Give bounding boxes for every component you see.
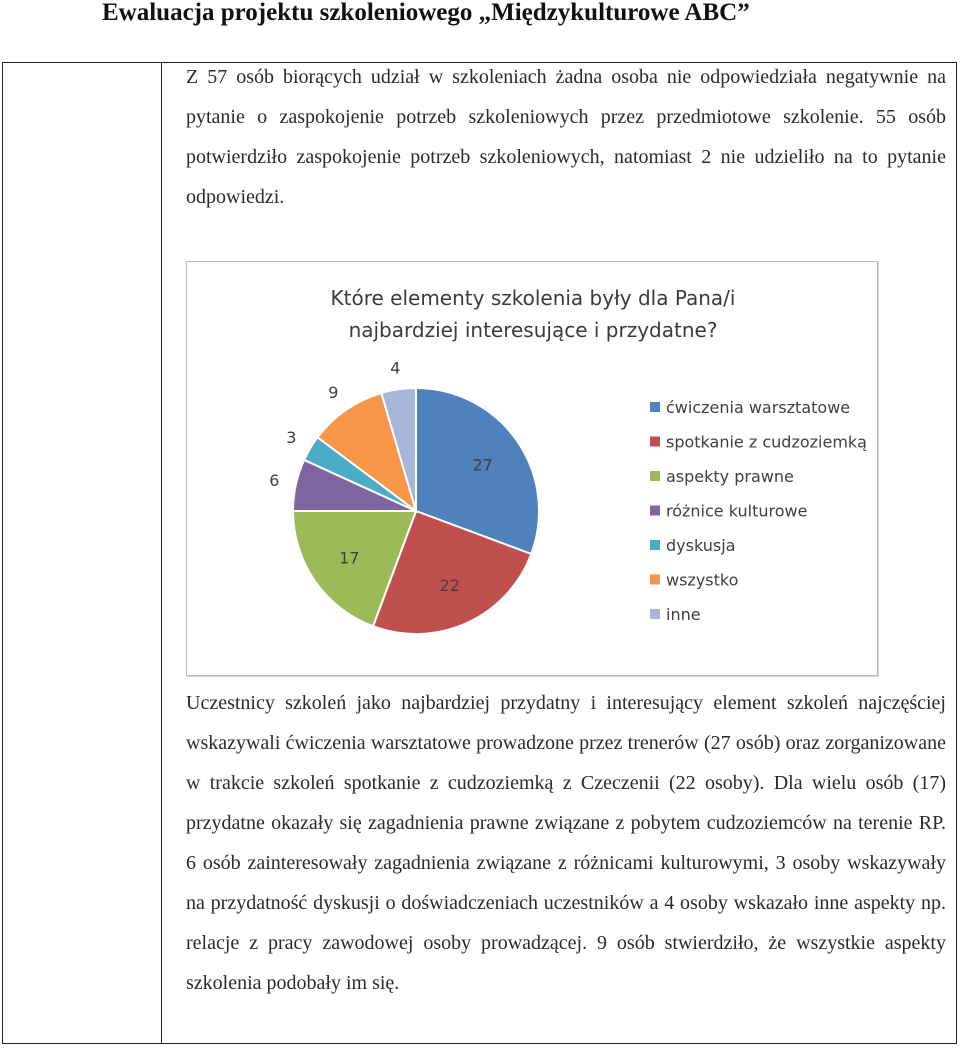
pie-value-label: 27 xyxy=(472,455,493,475)
legend-label: aspekty prawne xyxy=(666,467,794,486)
pie-value-label: 4 xyxy=(390,358,401,378)
legend-swatch xyxy=(650,471,660,481)
legend-label: wszystko xyxy=(666,570,739,590)
pie-chart xyxy=(186,261,878,676)
page-title: Ewaluacja projektu szkoleniowego „Międzykulturowe ABC” xyxy=(102,0,750,26)
legend-label: spotkanie z cudzoziemką xyxy=(666,432,867,452)
legend-label: dyskusja xyxy=(666,536,736,555)
legend-swatch xyxy=(650,575,660,585)
pie-value-label: 9 xyxy=(328,382,339,402)
pie-value-label: 22 xyxy=(439,575,460,595)
table-column-divider xyxy=(161,62,162,1044)
legend-label: ćwiczenia warsztatowe xyxy=(666,398,851,417)
legend-label: inne xyxy=(666,605,701,624)
legend-swatch xyxy=(650,437,660,447)
pie-chart-canvas xyxy=(187,262,879,677)
summary-paragraph: Uczestnicy szkoleń jako najbardziej przydatny i interesujący element szkoleń najczęściej wskazywali ćwiczenia warsztatowe prowadzone przez trenerów (27 osób) oraz zorganizowane w trakcie szkoleń spotkanie z cudzoziemką z Czeczenii (22 osoby). Dla wielu osób (17) przydatne okazały się zagadnienia prawne związane z pobytem cudzoziemców na terenie RP. 6 osób zainteresowały zagadnienia związane z różnicami kulturowymi, 3 osoby wskazywały na przydatność dyskusji o doświadczeniach uczestników a 4 osoby wskazało inne aspekty np. relacje z pracy zawodowej osoby prowadzącej. 9 osób stwierdziło, że wszystkie aspekty szkolenia podobały im się. xyxy=(186,692,946,994)
pie-value-label: 6 xyxy=(269,471,280,491)
legend-swatch xyxy=(650,506,660,516)
legend-label: różnice kulturowe xyxy=(666,501,808,521)
intro-paragraph: Z 57 osób biorących udział w szkoleniach żadna osoba nie odpowiedziała negatywnie na pytanie o zaspokojenie potrzeb szkoleniowych przez przedmiotowe szkolenie. 55 osób potwierdziło zaspokojenie potrzeb szkoleniowych, natomiast 2 nie udzieliło na to pytanie odpowiedzi. xyxy=(186,66,946,208)
pie-value-label: 3 xyxy=(286,428,297,448)
chart-title-line-2: najbardziej interesujące i przydatne? xyxy=(348,318,718,342)
pie-value-label: 17 xyxy=(339,548,360,568)
legend-swatch xyxy=(650,609,660,619)
chart-title-line-1: Które elementy szkolenia były dla Pana/i xyxy=(330,286,736,310)
legend-swatch xyxy=(650,540,660,550)
legend-swatch xyxy=(650,402,660,412)
